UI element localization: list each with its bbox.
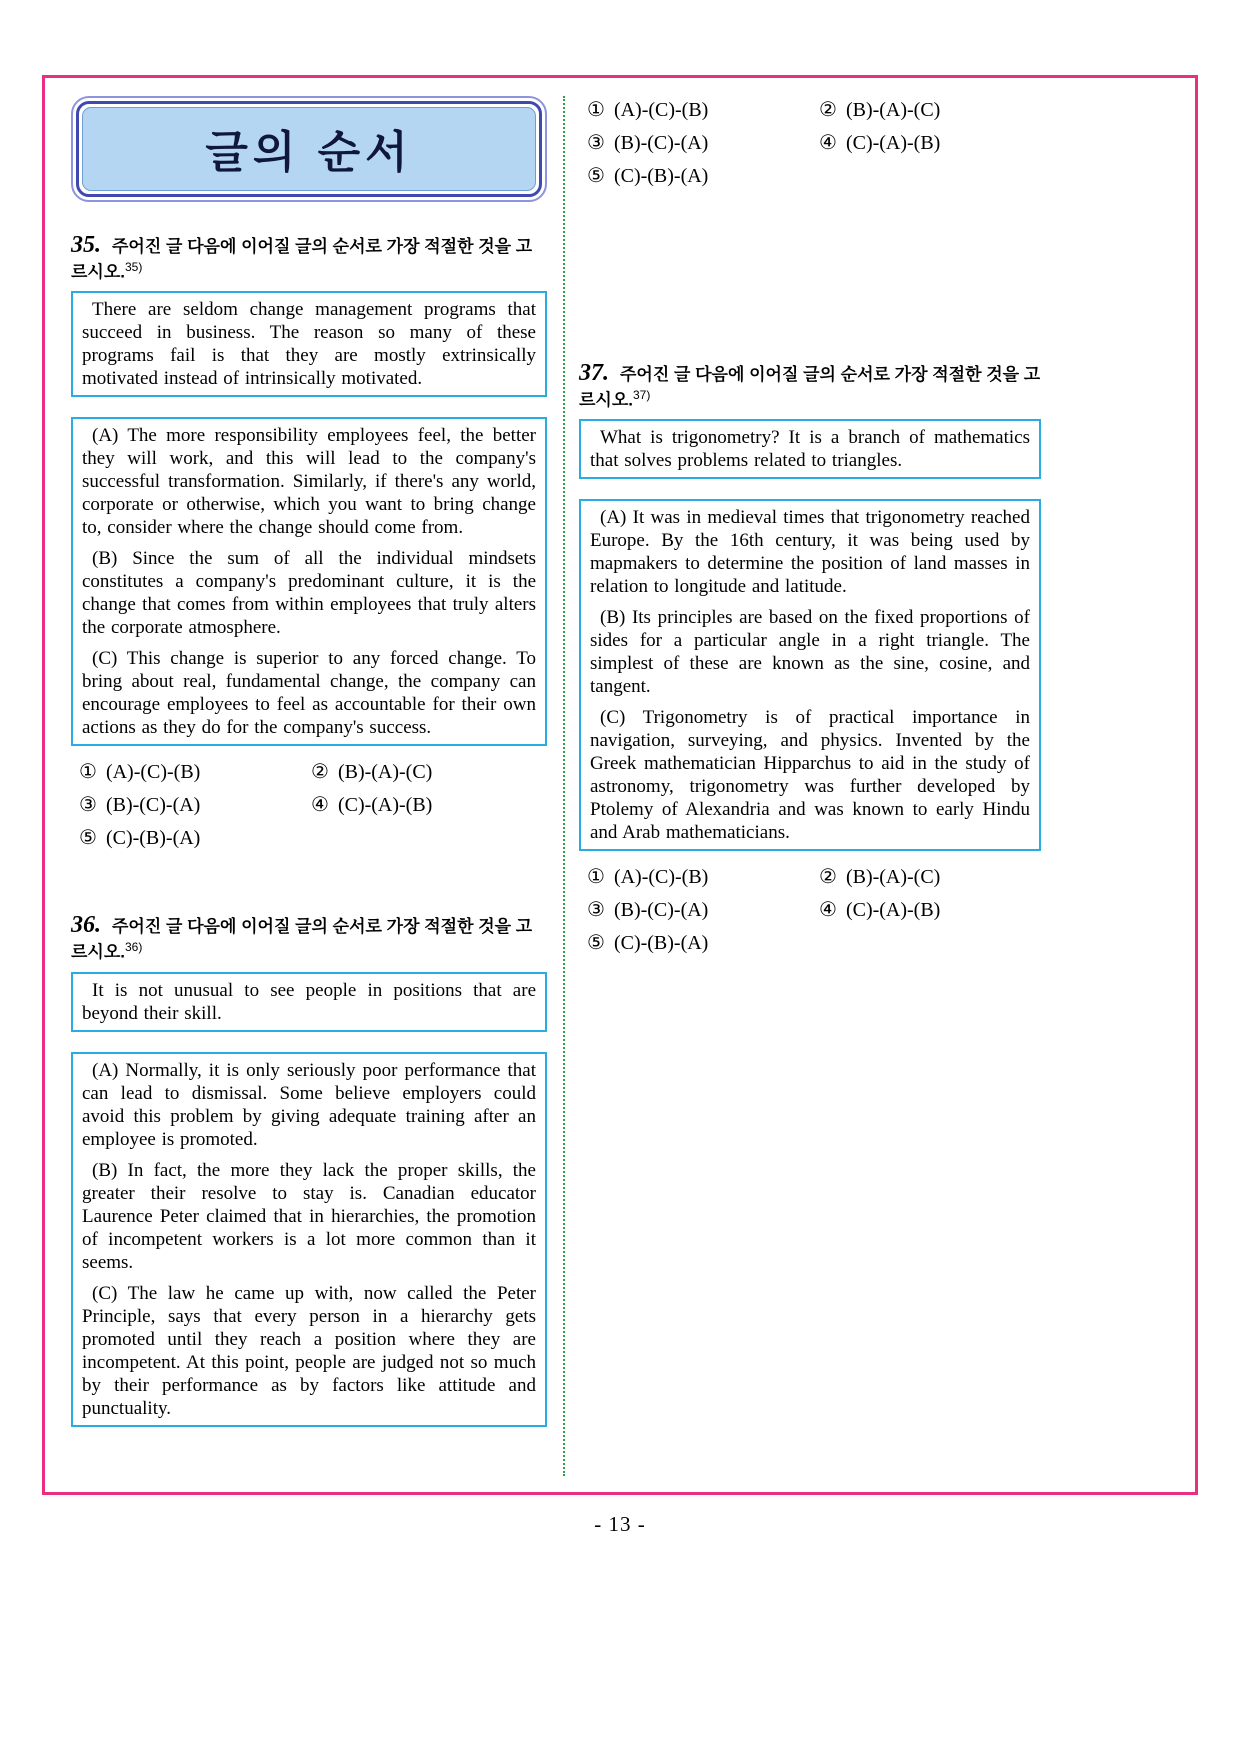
choice-option-4 bbox=[819, 131, 1041, 155]
choice-option-5 bbox=[587, 164, 819, 188]
paragraphs-box bbox=[579, 499, 1041, 851]
left-column bbox=[71, 94, 547, 1482]
given-passage-box bbox=[579, 419, 1041, 479]
question-number: 35. bbox=[71, 232, 101, 258]
paragraphs-box bbox=[71, 1052, 547, 1427]
choice-label: (C)-(A)-(B) bbox=[845, 132, 941, 154]
choice-label: (B)-(C)-(A) bbox=[613, 132, 709, 154]
column-divider bbox=[563, 96, 565, 1476]
choice-label: (B)-(A)-(C) bbox=[845, 866, 941, 889]
given-passage-text: There are seldom change management programs that succeed in business. The reason so many of these programs fail is that they are mostly extrinsically motivated instead of intrinsically motivated. bbox=[82, 299, 536, 390]
choice-option-3 bbox=[587, 898, 819, 922]
choices-q37 bbox=[579, 865, 1041, 955]
choice-marker: ② bbox=[311, 761, 329, 784]
given-passage-box bbox=[71, 972, 547, 1032]
choice-option-4 bbox=[819, 898, 1041, 922]
question-footnote: 36) bbox=[125, 940, 143, 955]
choice-marker: ① bbox=[587, 99, 605, 121]
choice-label: (A)-(C)-(B) bbox=[613, 866, 709, 889]
choice-option-1 bbox=[79, 760, 311, 784]
question-36 bbox=[71, 910, 547, 1426]
section-title-box-fill bbox=[82, 107, 536, 191]
section-title-box-inner-border bbox=[76, 101, 542, 197]
choice-option-1 bbox=[587, 98, 819, 122]
choice-marker: ④ bbox=[819, 132, 837, 154]
choice-label: (B)-(A)-(C) bbox=[337, 761, 433, 784]
given-passage-text: What is trigonometry? It is a branch of mathematics that solves problems related to triangles. bbox=[590, 427, 1030, 472]
choice-option-2 bbox=[819, 98, 1041, 122]
paragraph-a: (A) Normally, it is only seriously poor performance that can lead to dismissal. Some believe employers could avoid this problem by giving adequate training after an employee is promoted. bbox=[82, 1059, 536, 1150]
question-prompt: 주어진 글 다음에 이어질 글의 순서로 가장 적절한 것을 고르시오. bbox=[71, 917, 533, 962]
paragraph-b: (B) Its principles are based on the fixed proportions of sides for a particular angle in a right triangle. The simplest of these are known as the sine, cosine, and tangent. bbox=[590, 607, 1030, 698]
choice-label: (B)-(C)-(A) bbox=[613, 899, 709, 922]
section-title-box bbox=[71, 96, 547, 202]
page-number: - 13 - bbox=[594, 1512, 646, 1536]
choice-option-2 bbox=[311, 760, 547, 784]
two-column-layout bbox=[71, 94, 1173, 1482]
choice-option-5 bbox=[587, 931, 819, 955]
paragraph-a: (A) The more responsibility employees feel, the better they will work, and this will lead to the company's successful transformation. Similarly, if there's any world, corporate or otherwise, which you want to bring change to, consider where the change should come from. bbox=[82, 425, 536, 539]
question-prompt: 주어진 글 다음에 이어질 글의 순서로 가장 적절한 것을 고르시오. bbox=[579, 365, 1041, 410]
choice-option-1 bbox=[587, 865, 819, 889]
given-passage-box bbox=[71, 291, 547, 397]
choice-marker: ② bbox=[819, 866, 837, 889]
question-prompt: 주어진 글 다음에 이어질 글의 순서로 가장 적절한 것을 고르시오. bbox=[71, 237, 533, 282]
section-title: 글의 순서 bbox=[205, 128, 413, 177]
choice-option-3 bbox=[79, 793, 311, 817]
choice-label: (C)-(A)-(B) bbox=[337, 794, 433, 817]
question-header bbox=[71, 910, 547, 963]
choice-marker: ③ bbox=[587, 132, 605, 154]
choice-marker: ③ bbox=[79, 794, 97, 817]
question-footnote: 35) bbox=[125, 260, 143, 274]
choice-marker: ⑤ bbox=[587, 932, 605, 955]
choice-label: (A)-(C)-(B) bbox=[105, 761, 201, 784]
question-number: 37. bbox=[579, 360, 609, 386]
paragraphs-box bbox=[71, 417, 547, 746]
paragraph-a: (A) It was in medieval times that trigonometry reached Europe. By the 16th century, it was being used by mapmakers to determine the position of land masses in relation to longitude and latitude. bbox=[590, 507, 1030, 598]
question-header bbox=[579, 358, 1041, 411]
choice-label: (B)-(C)-(A) bbox=[105, 794, 201, 817]
choice-marker: ② bbox=[819, 99, 837, 121]
choice-marker: ⑤ bbox=[587, 165, 605, 187]
page-border-frame bbox=[42, 75, 1198, 1495]
question-number: 36. bbox=[71, 912, 101, 939]
choice-label: (C)-(B)-(A) bbox=[613, 932, 709, 955]
choice-option-5 bbox=[79, 826, 311, 850]
choice-marker: ⑤ bbox=[79, 827, 97, 850]
choice-label: (C)-(B)-(A) bbox=[613, 165, 709, 187]
choices-q36 bbox=[579, 98, 1041, 188]
paragraph-b: (B) In fact, the more they lack the proper skills, the greater their resolve to stay is. Canadian educator Laurence Peter claimed that in hierarchies, the promotion of incompetent workers is a lot more common than it seems. bbox=[82, 1159, 536, 1273]
paragraph-c: (C) Trigonometry is of practical importance in navigation, surveying, and physics. Invented by the Greek mathematician Hipparchus to aid in the study of astronomy, trigonometry was further developed by Ptolemy of Alexandria and was known to early Hindu and Arab mathematicians. bbox=[590, 707, 1030, 844]
choice-marker: ④ bbox=[311, 794, 329, 817]
question-footnote: 37) bbox=[633, 388, 651, 402]
choice-marker: ④ bbox=[819, 899, 837, 922]
paragraph-b: (B) Since the sum of all the individual mindsets constitutes a company's predominant culture, it is the change that comes from within employees that truly alters the corporate atmosphere. bbox=[82, 548, 536, 639]
paragraph-c: (C) This change is superior to any forced change. To bring about real, fundamental change, the company can encourage employees to feel as accountable for their own actions as they do for the company's success. bbox=[82, 648, 536, 739]
question-header bbox=[71, 230, 547, 283]
paragraph-c: (C) The law he came up with, now called the Peter Principle, says that every person in a hierarchy gets promoted until they reach a position where they are incompetent. At this point, people are judged not so much by their performance as by factors like attitude and punctuality. bbox=[82, 1282, 536, 1419]
choice-option-3 bbox=[587, 131, 819, 155]
question-37 bbox=[579, 358, 1041, 955]
choice-option-4 bbox=[311, 793, 547, 817]
choice-label: (B)-(A)-(C) bbox=[845, 99, 941, 121]
choice-marker: ① bbox=[587, 866, 605, 889]
choice-label: (A)-(C)-(B) bbox=[613, 99, 709, 121]
right-column bbox=[579, 94, 1041, 1482]
choices-q35 bbox=[71, 760, 547, 850]
choice-marker: ① bbox=[79, 761, 97, 784]
choice-marker: ③ bbox=[587, 899, 605, 922]
choice-label: (C)-(A)-(B) bbox=[845, 899, 941, 922]
question-35 bbox=[71, 230, 547, 850]
choice-option-2 bbox=[819, 865, 1041, 889]
given-passage-text: It is not unusual to see people in positions that are beyond their skill. bbox=[82, 979, 536, 1024]
choice-label: (C)-(B)-(A) bbox=[105, 827, 201, 850]
